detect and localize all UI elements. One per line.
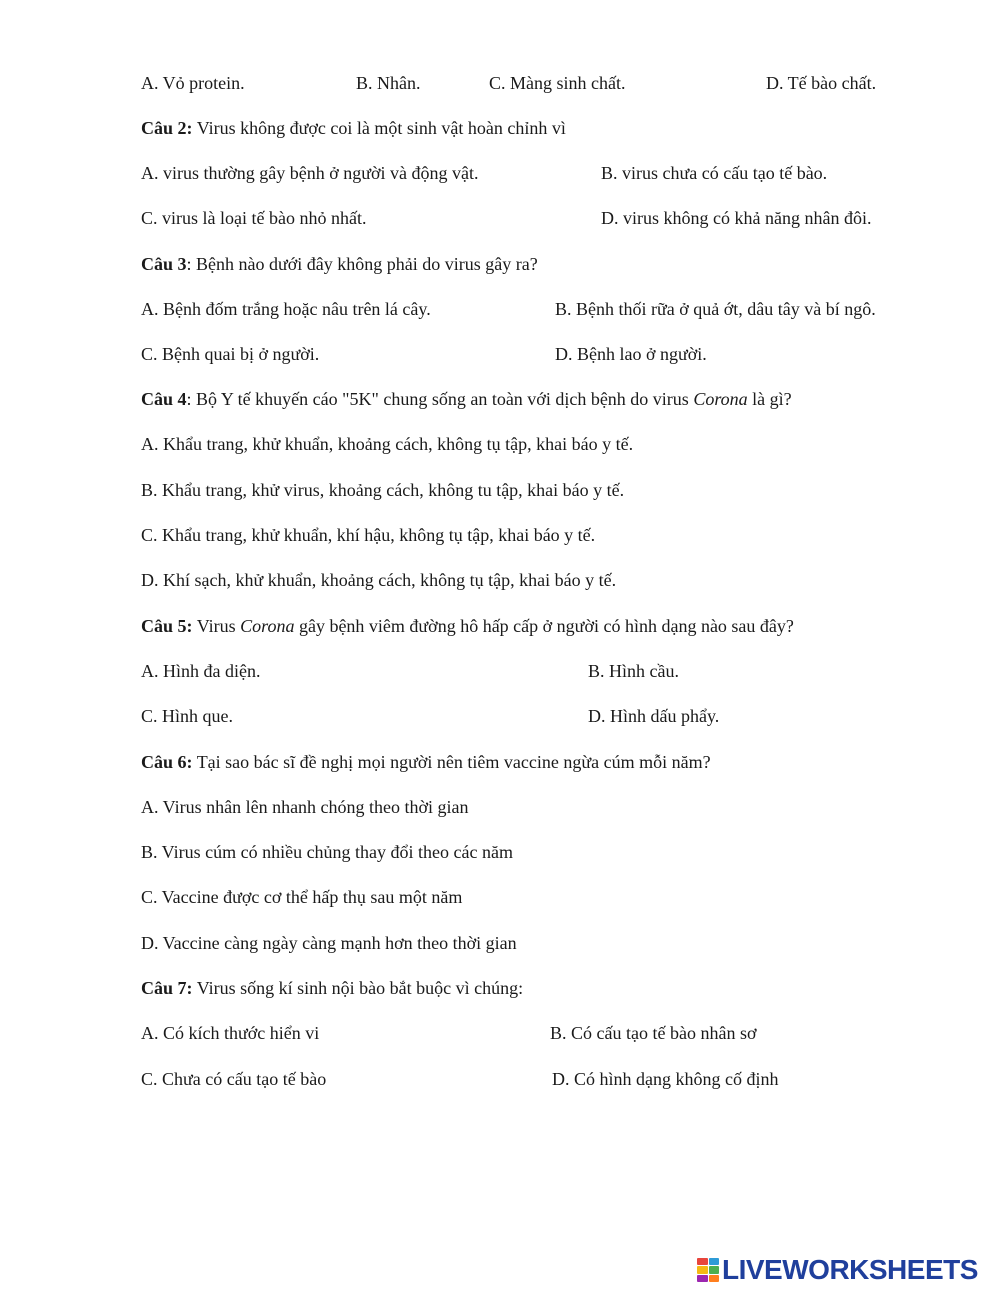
q3-option-b: B. Bệnh thối rữa ở quả ớt, dâu tây và bí ngô. <box>555 299 876 319</box>
q5-option-b: B. Hình cầu. <box>588 661 679 681</box>
q7-option-a: A. Có kích thước hiển vi <box>141 1023 320 1043</box>
q4-option-d: D. Khí sạch, khử khuẩn, khoảng cách, không tụ tập, khai báo y tế. <box>141 570 617 590</box>
q4-option-a: A. Khẩu trang, khử khuẩn, khoảng cách, không tụ tập, khai báo y tế. <box>141 434 634 454</box>
q7-option-c: C. Chưa có cấu tạo tế bào <box>141 1069 327 1089</box>
q4-option-c: C. Khẩu trang, khử khuẩn, khí hậu, không tụ tập, khai báo y tế. <box>141 525 596 545</box>
q2-option-c: C. virus là loại tế bào nhỏ nhất. <box>141 208 367 228</box>
q3-option-d: D. Bệnh lao ở người. <box>555 344 707 364</box>
q1-option-c: C. Màng sinh chất. <box>489 73 626 93</box>
liveworksheets-logo-text: LIVEWORKSHEETS <box>722 1254 978 1285</box>
q4-option-b: B. Khẩu trang, khử virus, khoảng cách, không tu tập, khai báo y tế. <box>141 480 625 500</box>
logo-square <box>697 1266 708 1273</box>
q5-label: Câu 5: <box>141 616 193 636</box>
q4-question <box>141 388 792 410</box>
q6-option-c: C. Vaccine được cơ thể hấp thụ sau một năm <box>141 887 463 907</box>
q3-option-c: C. Bệnh quai bị ở người. <box>141 344 320 364</box>
q5-option-a: A. Hình đa diện. <box>141 661 261 681</box>
q2-label: Câu 2: <box>141 118 193 138</box>
q2-text: Virus không được coi là một sinh vật hoàn chỉnh vì <box>192 118 566 138</box>
q5-option-c: C. Hình que. <box>141 706 233 726</box>
logo-square <box>697 1258 708 1265</box>
q3-question <box>141 253 538 275</box>
q7-text: Virus sống kí sinh nội bào bắt buộc vì chúng: <box>192 978 524 998</box>
q5-option-d: D. Hình dấu phẩy. <box>588 706 720 726</box>
q2-question <box>141 117 566 139</box>
q4-text-italic: Corona <box>693 389 748 409</box>
q1-option-d: D. Tế bào chất. <box>766 73 877 93</box>
q7-label: Câu 7: <box>141 978 193 998</box>
q2-option-b: B. virus chưa có cấu tạo tế bào. <box>601 163 828 183</box>
logo-square <box>709 1275 720 1282</box>
q7-question <box>141 977 523 999</box>
liveworksheets-logo[interactable] <box>697 1255 997 1285</box>
liveworksheets-logo-icon <box>697 1258 719 1282</box>
q5-text-before: Virus <box>192 616 241 636</box>
q6-label: Câu 6: <box>141 752 193 772</box>
q1-option-a: A. Vỏ protein. <box>141 73 245 93</box>
q7-option-b: B. Có cấu tạo tế bào nhân sơ <box>550 1023 757 1043</box>
q5-question <box>141 615 794 637</box>
q6-option-b: B. Virus cúm có nhiều chủng thay đổi theo các năm <box>141 842 513 862</box>
q2-option-d: D. virus không có khả năng nhân đôi. <box>601 208 872 228</box>
q4-text-after: là gì? <box>747 389 792 409</box>
logo-square <box>709 1258 720 1265</box>
q3-text: : Bệnh nào dưới đây không phải do virus gây ra? <box>186 254 538 274</box>
logo-square <box>709 1266 720 1273</box>
q3-option-a: A. Bệnh đốm trắng hoặc nâu trên lá cây. <box>141 299 431 319</box>
q5-text-after: gây bệnh viêm đường hô hấp cấp ở người có hình dạng nào sau đây? <box>294 616 794 636</box>
q1-option-b: B. Nhân. <box>356 73 421 93</box>
q7-option-d: D. Có hình dạng không cố định <box>552 1069 779 1089</box>
q5-text-italic: Corona <box>240 616 295 636</box>
q6-option-d: D. Vaccine càng ngày càng mạnh hơn theo thời gian <box>141 933 517 953</box>
q6-question <box>141 751 711 773</box>
q4-text-before: : Bộ Y tế khuyến cáo "5K" chung sống an toàn với dịch bệnh do virus <box>186 389 694 409</box>
q6-text: Tại sao bác sĩ đề nghị mọi người nên tiêm vaccine ngừa cúm mỗi năm? <box>192 752 711 772</box>
q3-label: Câu 3 <box>141 254 187 274</box>
q4-label: Câu 4 <box>141 389 187 409</box>
logo-square <box>697 1275 708 1282</box>
q2-option-a: A. virus thường gây bệnh ở người và động vật. <box>141 163 479 183</box>
q6-option-a: A. Virus nhân lên nhanh chóng theo thời gian <box>141 797 469 817</box>
